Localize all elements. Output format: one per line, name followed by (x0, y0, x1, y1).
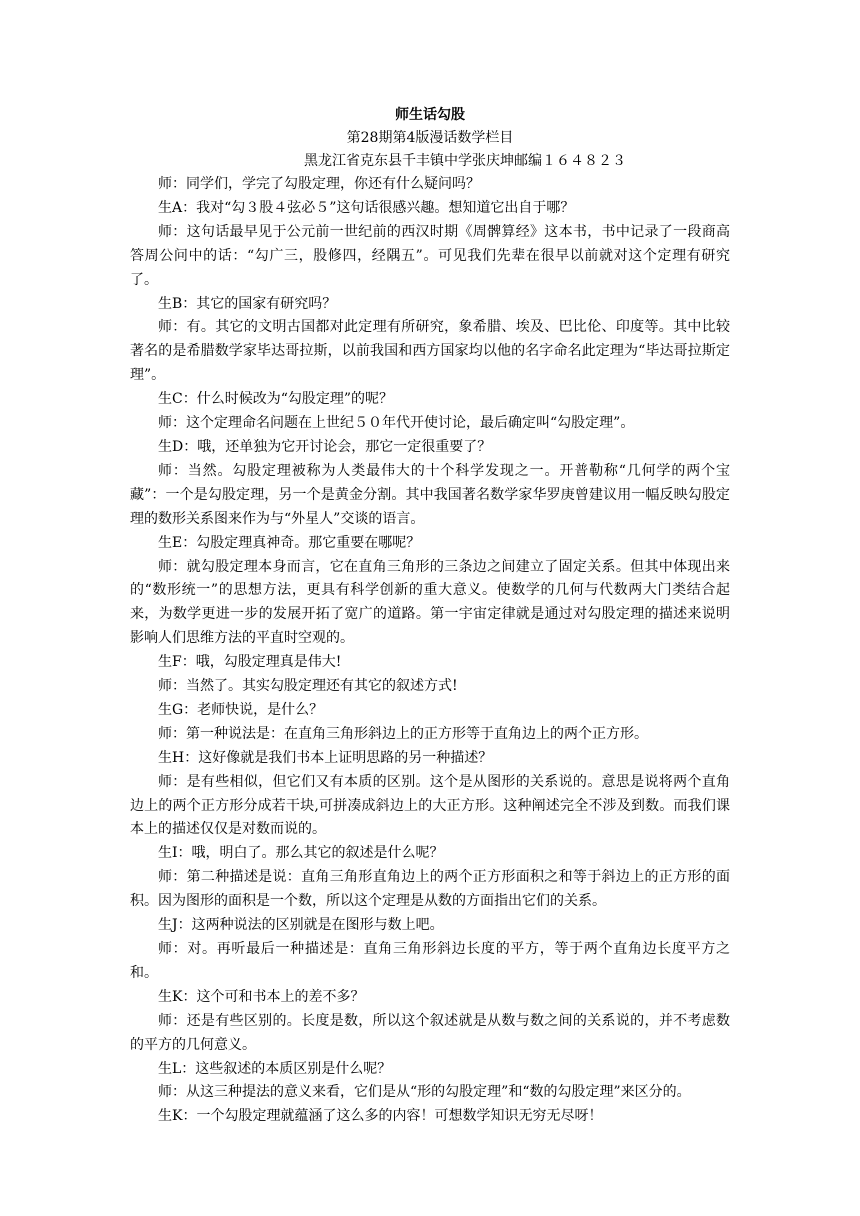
dialogue-paragraph: 生G：老师快说，是什么？ (158, 701, 324, 718)
dialogue-paragraph: 师：当然。勾股定理被称为人类最伟大的十个科学发现之一。开普勒称“几何学的两个宝藏”：一个是勾股定理，另一个是黄金分割。其中我国著名数学家华罗庚曾建议用一幅反映勾股定理的数形关系图来作为与“外星人”交谈的语言。 (130, 462, 730, 527)
dialogue-paragraph: 师：当然了。其实勾股定理还有其它的叙述方式! (158, 678, 458, 695)
dialogue-paragraph: 师：对。再听最后一种描述是：直角三角形斜边长度的平方，等于两个直角边长度平方之和。 (130, 941, 730, 981)
dialogue-paragraph: 生I：哦，明白了。那么其它的叙述是什么呢？ (158, 845, 444, 862)
dialogue-paragraph: 生E：勾股定理真神奇。那它重要在哪呢？ (158, 534, 421, 551)
dialogue-paragraph: 师：从这三种提法的意义来看，它们是从“形的勾股定理”和“数的勾股定理”来区分的。 (158, 1084, 691, 1101)
dialogue-paragraph: 生B：其它的国家有研究吗？ (158, 295, 337, 312)
dialogue-paragraph: 生C：什么时候改为“勾股定理”的呢？ (158, 391, 394, 408)
dialogue-paragraph: 师：就勾股定理本身而言，它在直角三角形的三条边之间建立了固定关系。但其中体现出来的“数形统一”的思想方法，更具有科学创新的重大意义。使数学的几何与代数两大门类结合起来，为数学更进一步的发展开拓了宽广的道路。第一宇宙定律就是通过对勾股定理的描述来说明影响人们思维方法的平直时空观的。 (130, 558, 730, 647)
dialogue-paragraph: 师：有。其它的文明古国都对此定理有所研究，象希腊、埃及、巴比伦、印度等。其中比较著名的是希腊数学家毕达哥拉斯，以前我国和西方国家均以他的名字命名此定理为“毕达哥拉斯定理”。 (130, 319, 730, 384)
dialogue-paragraph: 生D：哦，还单独为它开讨论会，那它一定很重要了？ (158, 438, 492, 455)
dialogue-paragraph: 生J：这两种说法的区别就是在图形与数上吧。 (158, 917, 444, 934)
dialogue-paragraph: 师：第一种说法是：在直角三角形斜边上的正方形等于直角边上的两个正方形。 (158, 725, 648, 742)
dialogue-paragraph: 生F：哦，勾股定理真是伟大! (158, 654, 342, 671)
dialogue-paragraph: 生K：这个可和书本上的差不多？ (158, 988, 365, 1005)
article-body (130, 173, 730, 1129)
dialogue-paragraph: 师：是有些相似，但它们又有本质的区别。这个是从图形的关系说的。意思是说将两个直角边上的两个正方形分成若干块,可拼凑成斜边上的大正方形。这种阐述完全不涉及到数。而我们课本上的描述仅仅是对数而说的。 (130, 773, 730, 838)
article (130, 104, 730, 1129)
dialogue-paragraph: 生K：一个勾股定理就蕴涵了这么多的内容！可想数学知识无穷无尽呀！ (158, 1108, 603, 1125)
dialogue-paragraph: 生L：这些叙述的本质区别是什么呢？ (158, 1060, 392, 1077)
article-author-line: 黑龙江省克东县千丰镇中学张庆坤邮编１６４８２３ (304, 153, 626, 169)
dialogue-paragraph: 师：还是有些区别的。长度是数，所以这个叙述就是从数与数之间的关系说的，并不考虑数的平方的几何意义。 (130, 1012, 730, 1053)
dialogue-paragraph: 师：第二种描述是说：直角三角形直角边上的两个正方形面积之和等于斜边上的正方形的面积。因为图形的面积是一个数，所以这个定理是从数的方面指出它们的关系。 (130, 869, 730, 910)
dialogue-paragraph: 师：这句话最早见于公元前一世纪前的西汉时期《周髀算经》这本书，书中记录了一段商高答周公问中的话：“勾广三，股修四，经隅五”。可见我们先辈在很早以前就对这个定理有研究了。 (130, 223, 730, 288)
article-column-info: 第28期第4版漫话数学栏目 (346, 130, 514, 146)
dialogue-paragraph: 师：同学们，学完了勾股定理，你还有什么疑问吗？ (158, 176, 480, 192)
dialogue-paragraph: 生H：这好像就是我们书本上证明思路的另一种描述？ (158, 749, 493, 766)
dialogue-paragraph: 生A：我对“勾３股４弦必５”这句话很感兴趣。想知道它出自于哪？ (158, 199, 575, 216)
dialogue-paragraph: 师：这个定理命名问题在上世纪５０年代开使讨论，最后确定叫“勾股定理”。 (158, 415, 635, 432)
article-title: 师生话勾股 (395, 107, 465, 123)
